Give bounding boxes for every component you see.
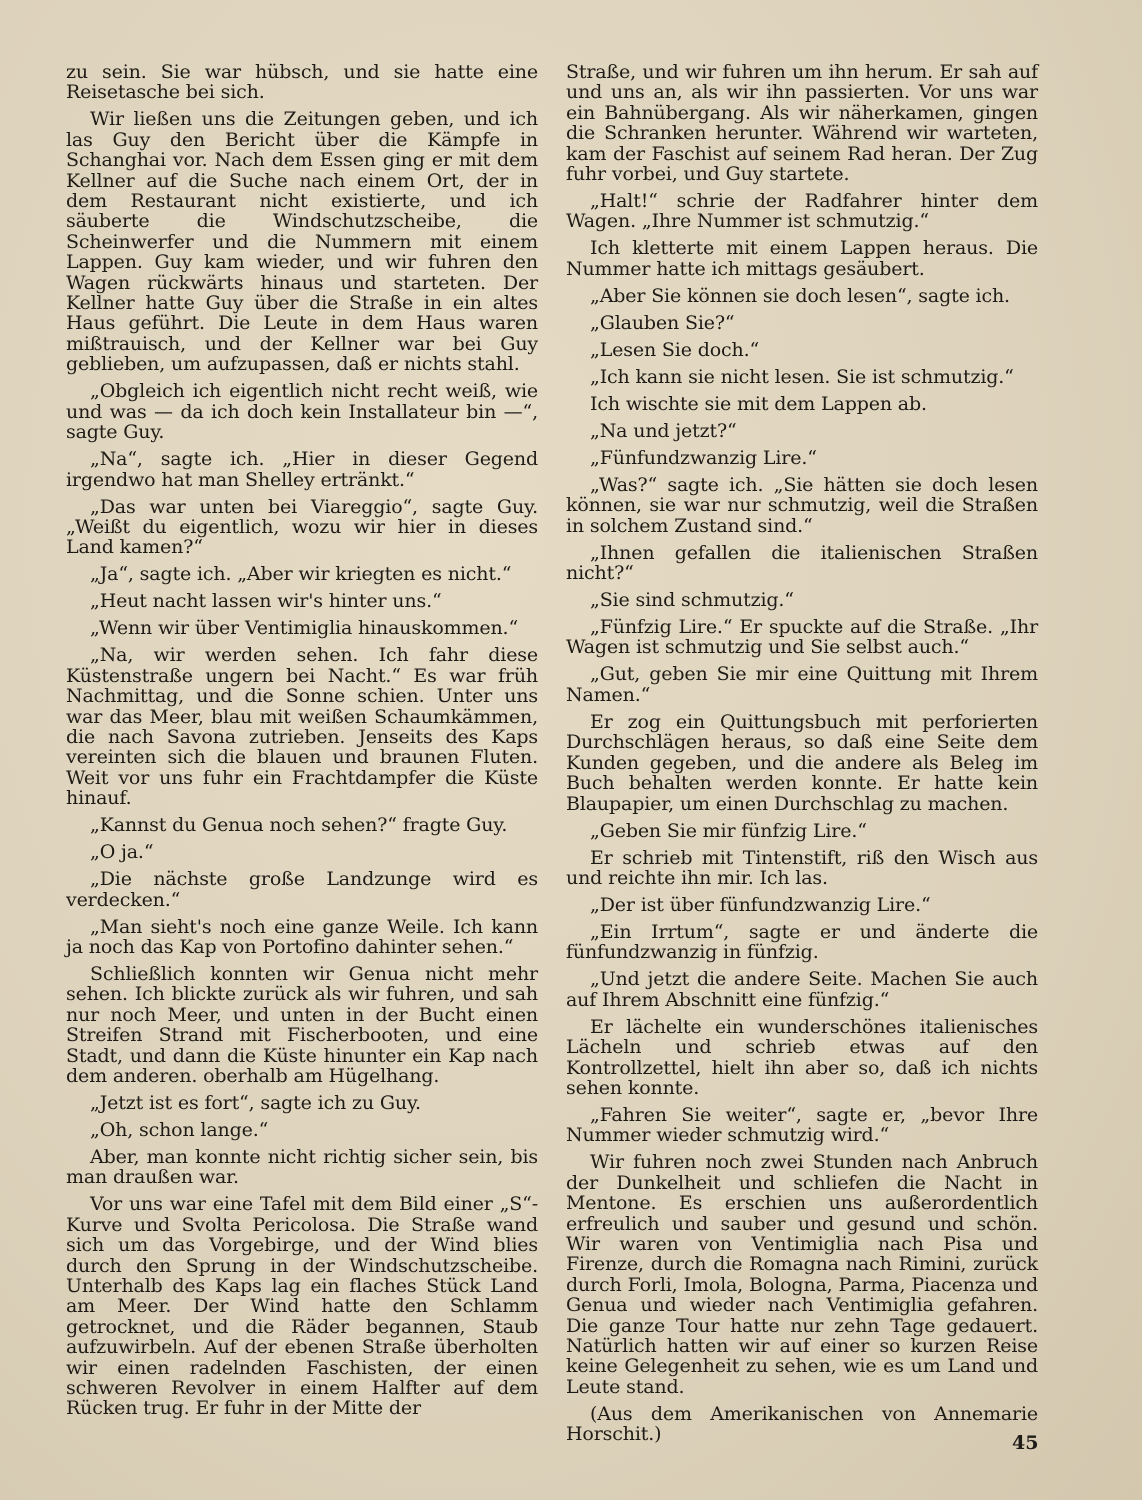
paragraph: „Obgleich ich eigentlich nicht recht weiß, wie und was — da ich doch kein Installateur bin —“, sagte Guy.: [66, 380, 538, 444]
paragraph: „Lesen Sie doch.“: [590, 338, 760, 361]
paragraph: „Aber Sie können sie doch lesen“, sagte ich.: [590, 284, 1010, 307]
paragraph: „Na, wir werden sehen. Ich fahr diese Küstenstraße ungern bei Nacht.“ Es war früh Nachmittag, und die Sonne schien. Unter uns war das Meer, blau mit weißen Schaumkämmen, die nach Savona zutrieben. Jenseits des Kaps vereinten sich die blauen und braunen Fluten. Weit vor uns fuhr ein Frachtdampfer die Küste hinauf.: [66, 644, 538, 810]
paragraph: Aber, man konnte nicht richtig sicher sein, bis man draußen war.: [66, 1146, 538, 1189]
paragraph: „Geben Sie mir fünfzig Lire.“: [590, 819, 867, 842]
paragraph: Straße, und wir fuhren um ihn herum. Er sah auf und uns an, als wir ihn passierten. Vor uns war ein Bahnübergang. Als wir näherkamen, gingen die Schranken herunter. Während wir warteten, kam der Faschist auf seinem Rad heran. Der Zug fuhr vorbei, und Guy startete.: [566, 61, 1038, 186]
paragraph: „Wenn wir über Ventimiglia hinauskommen.“: [90, 617, 519, 640]
paragraph: „Ihnen gefallen die italienischen Straßen nicht?“: [566, 541, 1038, 585]
paragraph: „Gut, geben Sie mir eine Quittung mit Ihrem Namen.“: [566, 663, 1038, 706]
paragraph: Er lächelte ein wunderschönes italienisches Lächeln und schrieb etwas auf den Kontrollzettel, hielt ihn aber so, daß ich nichts sehen konnte.: [566, 1015, 1038, 1099]
paragraph: „Ein Irrtum“, sagte er und änderte die fünfundzwanzig in fünfzig.: [566, 920, 1038, 964]
paragraph: „Heut nacht lassen wir's hinter uns.“: [90, 590, 442, 613]
paragraph: Vor uns war eine Tafel mit dem Bild einer „S“-Kurve und Svolta Pericolosa. Die Straße wand sich um das Vorgebirge, und der Wind blies durch den Sprung in der Windschutzscheibe. Unterhalb des Kaps lag ein flaches Stück Land am Meer. Der Wind hatte den Schlamm getrocknet, und die Räder begannen, Staub aufzuwirbeln. Auf der ebenen Straße überholten wir einen radelnden Faschisten, der einen schweren Revolver in einem Halfter auf dem Rücken trug. Er fuhr in der Mitte der: [66, 1193, 538, 1420]
paragraph: „Halt!“ schrie der Radfahrer hinter dem Wagen. „Ihre Nummer ist schmutzig.“: [566, 190, 1038, 233]
paragraph: Wir fuhren noch zwei Stunden nach Anbruch der Dunkelheit und schliefen die Nacht in Mentone. Es erschien uns außerordentlich erfreulich und sauber und gesund und schön. Wir waren von Ventimiglia nach Pisa und Firenze, durch die Romagna nach Rimini, zurück durch Forli, Imola, Bologna, Parma, Piacenza und Genua und wieder nach Ventimiglia gefahren. Die ganze Tour hatte nur zehn Tage gedauert. Natürlich hatten wir auf einer so kurzen Reise keine Gelegenheit zu sehen, wie es um Land und Leute stand.: [566, 1151, 1038, 1398]
paragraph: „Die nächste große Landzunge wird es verdecken.“: [66, 868, 538, 911]
paragraph: „Das war unten bei Viareggio“, sagte Guy. „Weißt du eigentlich, wozu wir hier in dieses Land kamen?“: [66, 495, 538, 559]
paragraph: „Na“, sagte ich. „Hier in dieser Gegend irgendwo hat man Shelley ertränkt.“: [66, 448, 538, 491]
paragraph: Ich kletterte mit einem Lappen heraus. Die Nummer hatte ich mittags gesäubert.: [566, 237, 1038, 280]
paragraph: Wir ließen uns die Zeitungen geben, und ich las Guy den Bericht über die Kämpfe in Schanghai vor. Nach dem Essen ging er mit dem Kellner auf die Suche nach einem Ort, der in dem Restaurant nicht existierte, und ich säuberte die Windschutzscheibe, die Scheinwerfer und die Nummern mit einem Lappen. Guy kam wieder, und wir fuhren den Wagen rückwärts hinaus und starteten. Der Kellner hatte Guy über die Straße in ein altes Haus geführt. Die Leute in dem Haus waren mißtrauisch, und der Kellner war bei Guy geblieben, um aufzupassen, daß er nichts stahl.: [66, 108, 538, 376]
paragraph: „Fünfzig Lire.“ Er spuckte auf die Straße. „Ihr Wagen ist schmutzig und Sie selbst auch.“: [566, 616, 1038, 659]
paragraph: Er zog ein Quittungsbuch mit perforierten Durchschlägen heraus, so daß eine Seite dem Kunden gegeben, und die andere als Beleg im Buch behalten werden konnte. Er hatte kein Blaupapier, um einen Durchschlag zu machen.: [566, 710, 1038, 815]
paragraph: „Und jetzt die andere Seite. Machen Sie auch auf Ihrem Abschnitt eine fünfzig.“: [566, 968, 1038, 1011]
paragraph: „Kannst du Genua noch sehen?“ fragte Guy.: [90, 814, 508, 837]
paragraph: „Was?“ sagte ich. „Sie hätten sie doch lesen können, sie war nur schmutzig, weil die Straßen in solchem Zustand sind.“: [566, 473, 1038, 537]
paragraph: „O ja.“: [90, 841, 154, 864]
paragraph: „Glauben Sie?“: [590, 311, 735, 334]
paragraph: Er schrieb mit Tintenstift, riß den Wisch aus und reichte ihn mir. Ich las.: [566, 846, 1038, 889]
paragraph: „Fahren Sie weiter“, sagte er, „bevor Ihre Nummer wieder schmutzig wird.“: [566, 1103, 1038, 1147]
paragraph: „Der ist über fünfundzwanzig Lire.“: [590, 893, 931, 916]
paragraph: „Na und jetzt?“: [590, 419, 737, 442]
paragraph: „Ich kann sie nicht lesen. Sie ist schmutzig.“: [590, 365, 1014, 388]
translation-credit: (Aus dem Amerikanischen von Annemarie Horschit.): [566, 1402, 1038, 1446]
paragraph: Ich wischte sie mit dem Lappen ab.: [590, 392, 927, 415]
paragraph: zu sein. Sie war hübsch, und sie hatte eine Reisetasche bei sich.: [66, 61, 538, 104]
paragraph: „Ja“, sagte ich. „Aber wir kriegten es nicht.“: [90, 563, 512, 586]
paragraph: „Oh, schon lange.“: [90, 1119, 269, 1141]
paragraph: „Man sieht's noch eine ganze Weile. Ich kann ja noch das Kap von Portofino dahinter sehen.“: [66, 915, 538, 958]
right-column: [566, 62, 1038, 1451]
paragraph: „Jetzt ist es fort“, sagte ich zu Guy.: [90, 1092, 421, 1114]
paragraph: Schließlich konnten wir Genua nicht mehr sehen. Ich blickte zurück als wir fuhren, und sah nur noch Meer, und unten in der Bucht einen Streifen Strand mit Fischerbooten, und eine Stadt, und dann die Küste hinunter ein Kap nach dem anderen. oberhalb am Hügelhang.: [66, 962, 538, 1087]
left-column: [66, 62, 538, 1425]
page-number: 45: [1012, 1432, 1039, 1454]
paragraph: „Fünfundzwanzig Lire.“: [590, 446, 817, 469]
paragraph: „Sie sind schmutzig.“: [590, 589, 794, 612]
